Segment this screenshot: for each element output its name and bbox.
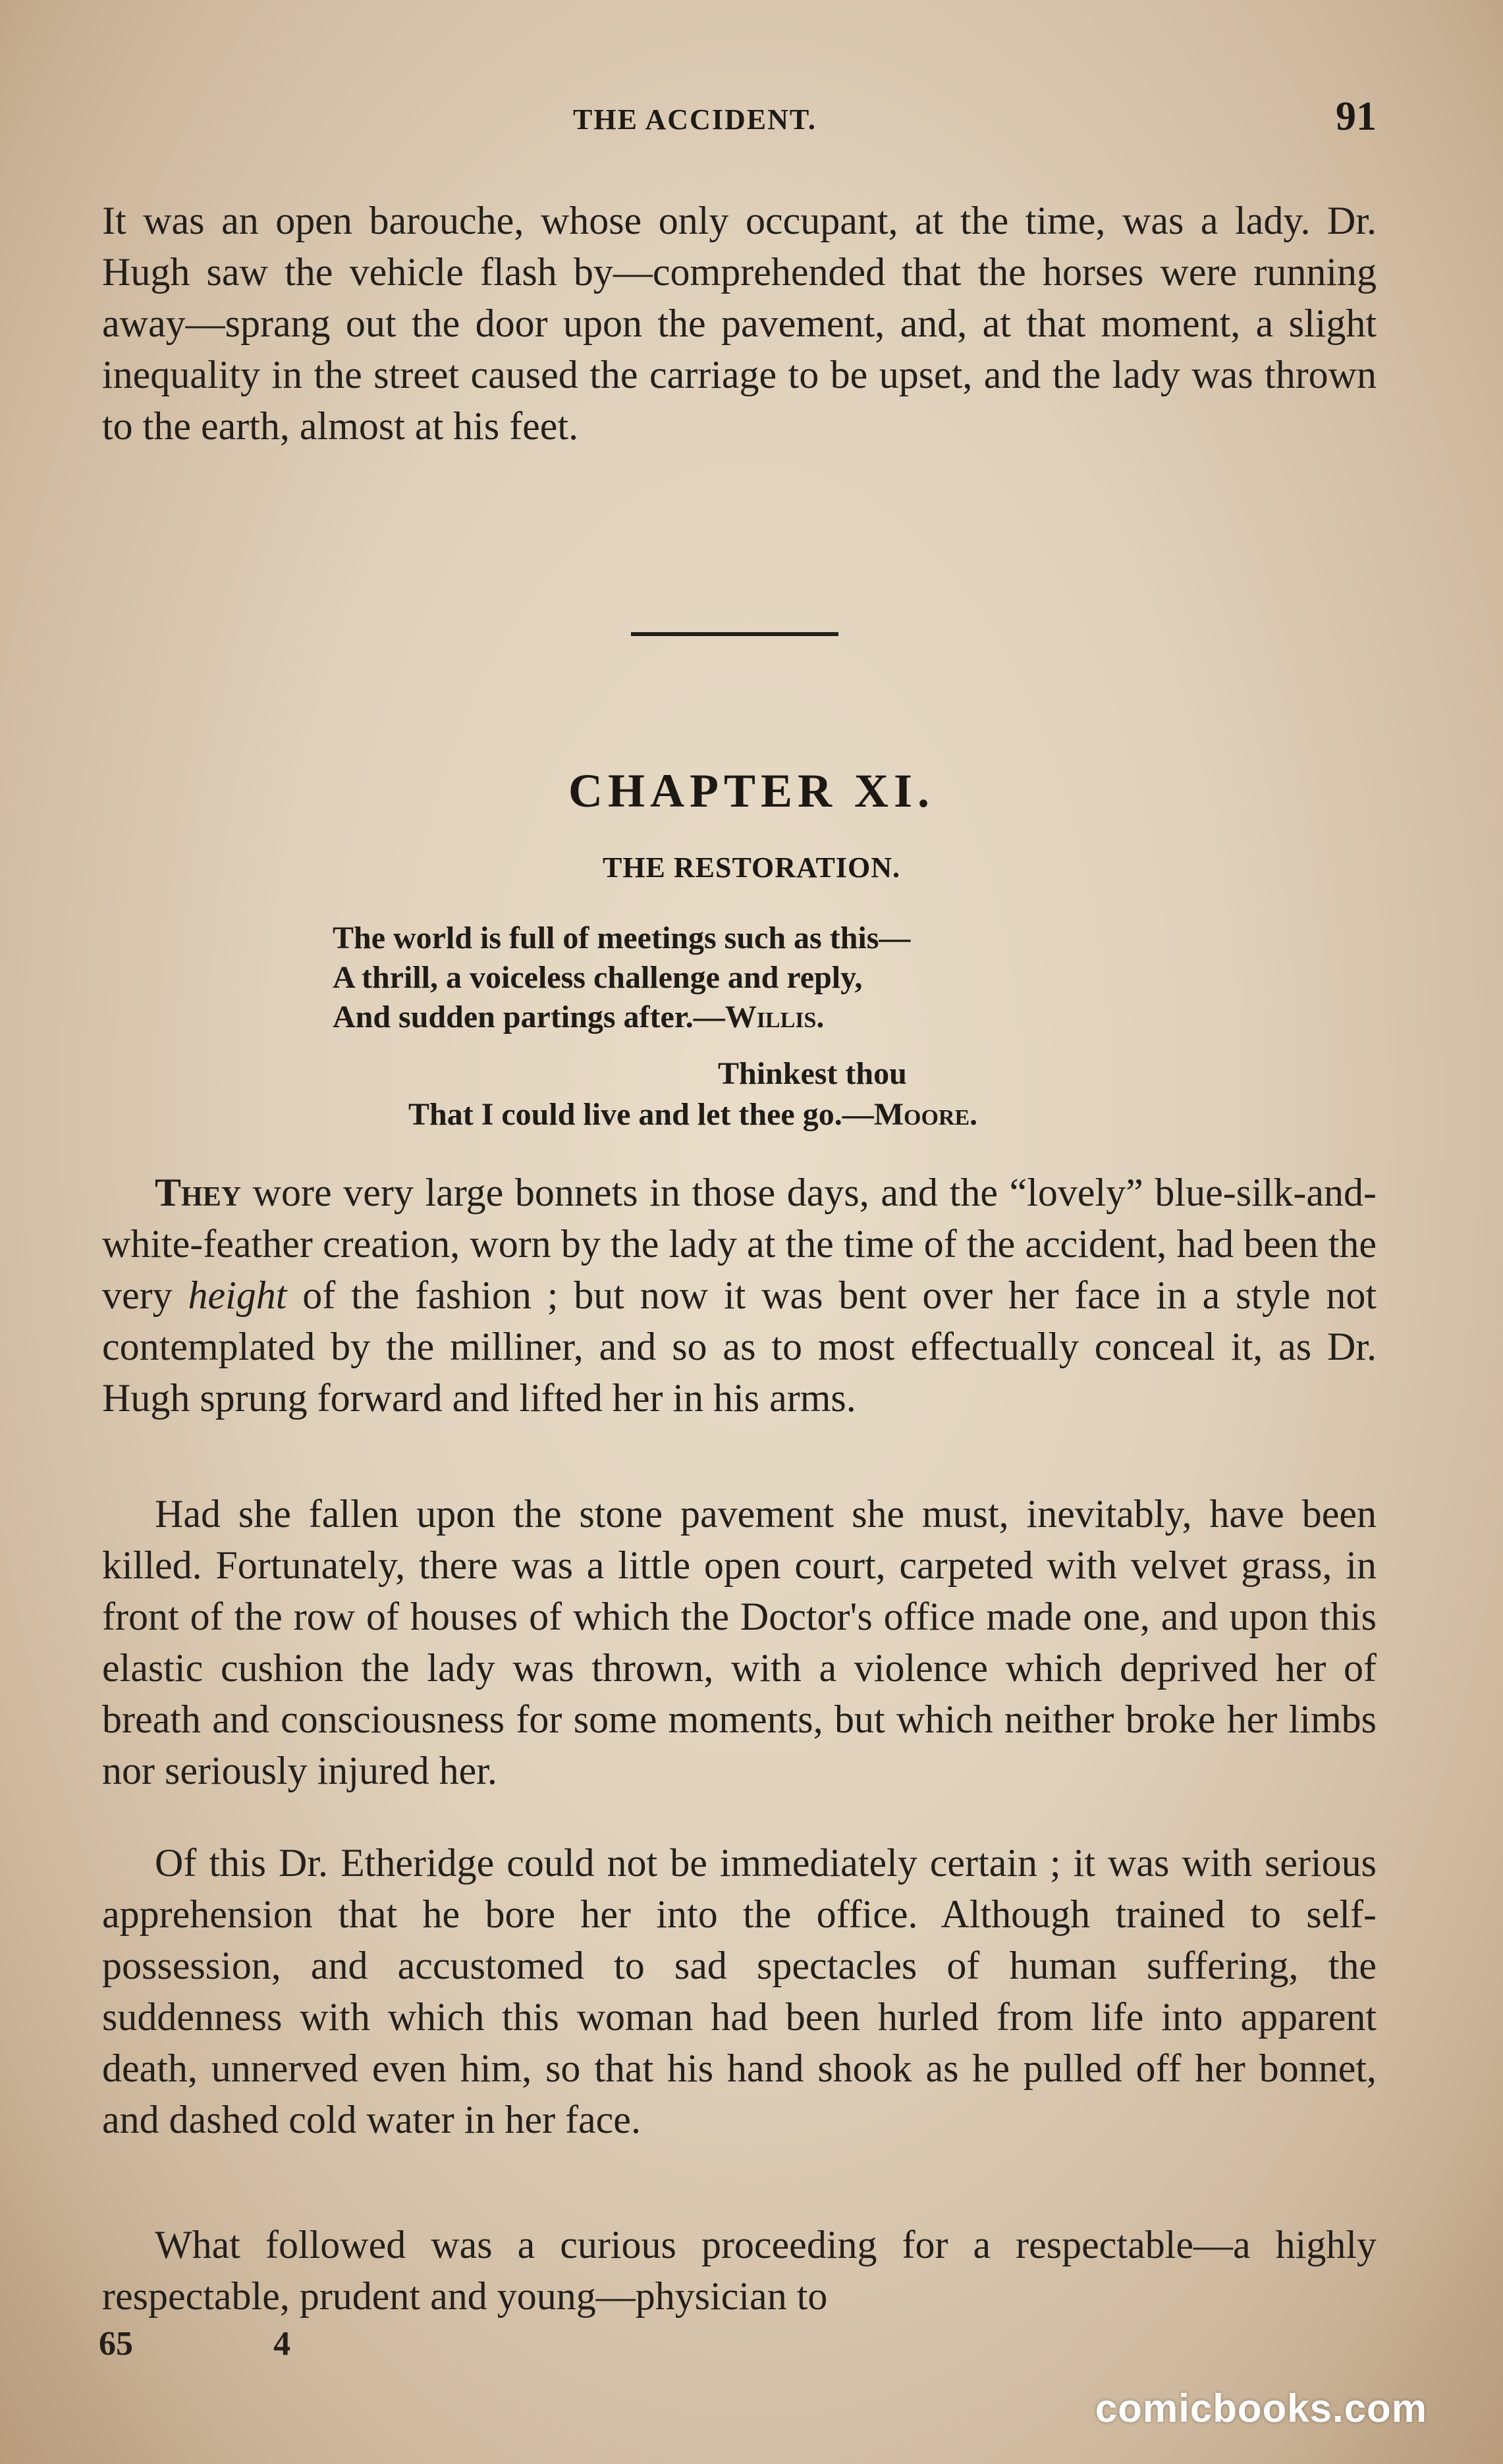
signature-number: 4 (273, 2325, 290, 2363)
epigraph-line: And sudden partings after.—Willis. (333, 1000, 825, 1034)
signature-mark: 65 (99, 2325, 133, 2363)
watermark-logo: comicbooks.com (1095, 2386, 1427, 2430)
running-head: THE ACCIDENT. (573, 103, 817, 136)
section-rule (631, 632, 838, 636)
page-number: 91 (1336, 94, 1377, 139)
paragraph-3: Had she fallen upon the stone pavement she must, inevitably, have been killed. Fortunately, there was a little open court, carpeted with velvet grass, in front of the row of houses of which the Doctor's office made one, and upon this elastic cushion the lady was thrown, with a violence which deprived her of breath and consciousness for some moments, but which neither broke her limbs nor seriously injured her. (102, 1492, 1377, 1792)
epigraph-line: The world is full of meetings such as this— (333, 921, 911, 955)
paragraph-4: Of this Dr. Etheridge could not be immediately certain ; it was with serious apprehension that he bore her into the office. Although trained to self-possession, and accustomed to sad spectacles of human suffering, the suddenness with which this woman had been hurled from life into apparent death, unnerved even him, so that his hand shook as he pulled off her bonnet, and dashed cold water in her face. (102, 1841, 1377, 2141)
epigraph-line: Thinkest thou (718, 1056, 907, 1091)
paragraph-lead-word: They (155, 1171, 242, 1214)
chapter-title: CHAPTER XI. (568, 764, 935, 817)
epigraph-willis (333, 919, 910, 1037)
epigraph-line: A thrill, a voiceless challenge and reply, (333, 960, 863, 995)
chapter-subtitle: THE RESTORATION. (602, 851, 901, 884)
paragraph-5: What followed was a curious proceeding for a respectable—a highly respectable, prudent and young—physician to (102, 2223, 1377, 2318)
epigraph-moore (408, 1054, 1265, 1135)
epigraph-author: Moore. (873, 1097, 978, 1132)
epigraph-line: That I could live and let thee go.—Moore. (408, 1097, 978, 1132)
paragraph-2: They wore very large bonnets in those days, and the “lovely” blue-silk-and-white-feather creation, worn by the lady at the time of the accident, had been the very height of the fashion ; but now it was bent over her face in a style not contemplated by the milliner, and so as to most effectually conceal it, as Dr. Hugh sprung forward and lifted her in his arms. (102, 1171, 1377, 1420)
page-header (99, 94, 1377, 150)
epigraph-author: Willis. (724, 1000, 825, 1034)
italic-word: height (188, 1273, 287, 1317)
paragraph-1: It was an open barouche, whose only occupant, at the time, was a lady. Dr. Hugh saw the vehicle flash by—comprehended that the horses were running away—sprang out the door upon the pavement, and, at that moment, a slight inequality in the street caused the carriage to be upset, and the lady was thrown to the earth, almost at his feet. (102, 199, 1377, 448)
page-footer (99, 2324, 422, 2363)
